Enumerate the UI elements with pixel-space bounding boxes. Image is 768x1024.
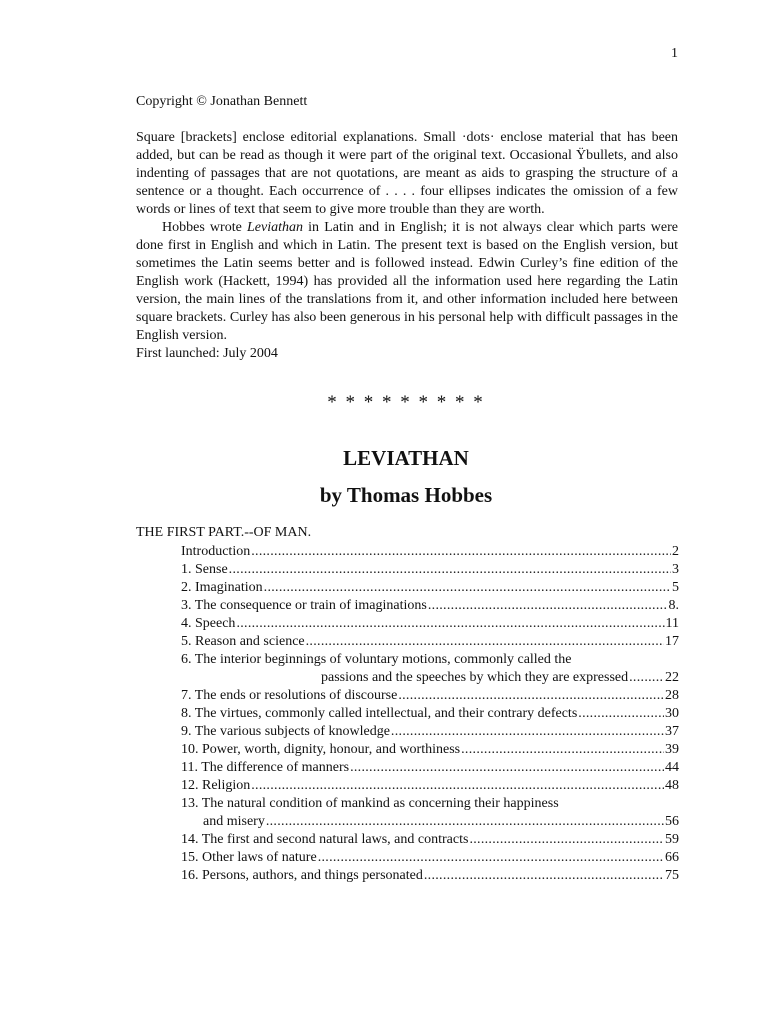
notes-paragraph-2: [136, 219, 678, 345]
toc-entry-ch1[interactable]: [181, 561, 679, 579]
toc-page: 44: [665, 760, 679, 775]
toc-title: 10. Power, worth, dignity, honour, and worthiness: [181, 742, 461, 757]
page-number: 1: [671, 46, 678, 61]
table-of-contents: [181, 543, 679, 885]
toc-leader: [461, 741, 664, 759]
notes-paragraph-2-start: Hobbes wrote: [162, 220, 247, 235]
toc-entry-ch9[interactable]: [181, 723, 679, 741]
toc-title: 4. Speech: [181, 616, 236, 631]
toc-page: 2: [672, 544, 679, 559]
toc-leader: [229, 561, 671, 579]
toc-entry-ch11[interactable]: [181, 759, 679, 777]
toc-entry-ch8[interactable]: [181, 705, 679, 723]
toc-page: 75: [665, 868, 679, 883]
toc-entry-ch16[interactable]: [181, 867, 679, 885]
toc-title-continued: and misery: [203, 814, 265, 829]
toc-entry-ch5[interactable]: [181, 633, 679, 651]
toc-leader: [306, 633, 664, 651]
first-launched: First launched: July 2004: [136, 346, 278, 361]
toc-page: 30: [665, 706, 679, 721]
toc-page: 22: [665, 670, 679, 685]
toc-entry-introduction[interactable]: [181, 543, 679, 561]
toc-leader: [629, 669, 664, 687]
toc-page: 28: [665, 688, 679, 703]
toc-leader: [428, 597, 668, 615]
toc-page: 37: [665, 724, 679, 739]
toc-entry-ch12[interactable]: [181, 777, 679, 795]
toc-title-continued: passions and the speeches by which they are expressed: [321, 670, 629, 685]
notes-paragraph-1: Square [brackets] enclose editorial explanations. Small ·dots· enclose material that has been added, but can be read as though it were part of the original text. Occasional Ÿbullets, and also indenting of passages that are not quotations, are meant as aids to grasping the structure of a sentence or a thought. Each occurrence of . . . . four ellipses indicates the omission of a few words or lines of text that seem to give more trouble than they are worth.: [136, 130, 678, 217]
toc-title: 3. The consequence or train of imaginations: [181, 598, 427, 613]
toc-title: 6. The interior beginnings of voluntary motions, commonly called the: [181, 652, 572, 667]
toc-entry-ch13-line1[interactable]: [181, 795, 679, 813]
toc-entry-ch2[interactable]: [181, 579, 679, 597]
toc-entry-ch13-line2[interactable]: [181, 813, 679, 831]
copyright-line: Copyright © Jonathan Bennett: [136, 94, 308, 109]
toc-entry-ch4[interactable]: [181, 615, 679, 633]
toc-leader: [398, 687, 664, 705]
toc-title: 13. The natural condition of mankind as concerning their happiness: [181, 796, 559, 811]
book-author: by Thomas Hobbes: [319, 483, 493, 507]
toc-page: 17: [665, 634, 679, 649]
toc-leader: [266, 813, 664, 831]
book-title: LEVIATHAN: [343, 446, 469, 470]
separator-stars: * * * * * * * * *: [327, 392, 485, 413]
toc-leader: [236, 615, 664, 633]
toc-entry-ch14[interactable]: [181, 831, 679, 849]
toc-leader: [469, 831, 664, 849]
toc-page: 8.: [668, 598, 679, 613]
toc-leader: [424, 867, 664, 885]
toc-page: 3: [672, 562, 679, 577]
toc-page: 59: [665, 832, 679, 847]
toc-page: 66: [665, 850, 679, 865]
toc-leader: [391, 723, 664, 741]
toc-leader: [578, 705, 664, 723]
toc-title: 9. The various subjects of knowledge: [181, 724, 390, 739]
toc-page: 39: [665, 742, 679, 757]
toc-leader: [264, 579, 671, 597]
leviathan-italic: Leviathan: [246, 220, 303, 235]
toc-entry-ch7[interactable]: [181, 687, 679, 705]
toc-entry-ch6-line1[interactable]: [181, 651, 679, 669]
toc-title: 12. Religion: [181, 778, 251, 793]
toc-entry-ch6-line2[interactable]: [181, 669, 679, 687]
notes-paragraph-2-rest: in Latin and in English; it is not always clear which parts were done first in English and which in Latin. The present text is based on the English version, but sometimes the Latin seems better and is followed instead. Edwin Curley’s fine edition of the English work (Hackett, 1994) has provided all the information used here regarding the Latin version, the main lines of the translations from it, and other information included here between square brackets. Curley has also been generous in his personal help with difficult passages in the English version.: [136, 220, 678, 343]
toc-title: 11. The difference of manners: [181, 760, 350, 775]
toc-page: 48: [665, 778, 679, 793]
toc-title: 15. Other laws of nature: [181, 850, 317, 865]
part-heading: THE FIRST PART.--OF MAN.: [136, 525, 312, 540]
toc-title: 2. Imagination: [181, 580, 263, 595]
editorial-notes: [136, 129, 678, 363]
toc-title: 7. The ends or resolutions of discourse: [181, 688, 398, 703]
toc-title: Introduction: [181, 544, 251, 559]
toc-page: 56: [665, 814, 679, 829]
toc-title: 14. The first and second natural laws, and contracts: [181, 832, 469, 847]
toc-title: 1. Sense: [181, 562, 228, 577]
toc-entry-ch3[interactable]: [181, 597, 679, 615]
toc-title: 5. Reason and science: [181, 634, 305, 649]
toc-title: 16. Persons, authors, and things personated: [181, 868, 423, 883]
toc-title: 8. The virtues, commonly called intellectual, and their contrary defects: [181, 706, 578, 721]
toc-leader: [318, 849, 664, 867]
toc-page: 5: [672, 580, 679, 595]
toc-entry-ch15[interactable]: [181, 849, 679, 867]
toc-leader: [251, 543, 671, 561]
toc-entry-ch10[interactable]: [181, 741, 679, 759]
toc-page: 11: [665, 616, 679, 631]
toc-leader: [251, 777, 664, 795]
toc-leader: [350, 759, 664, 777]
